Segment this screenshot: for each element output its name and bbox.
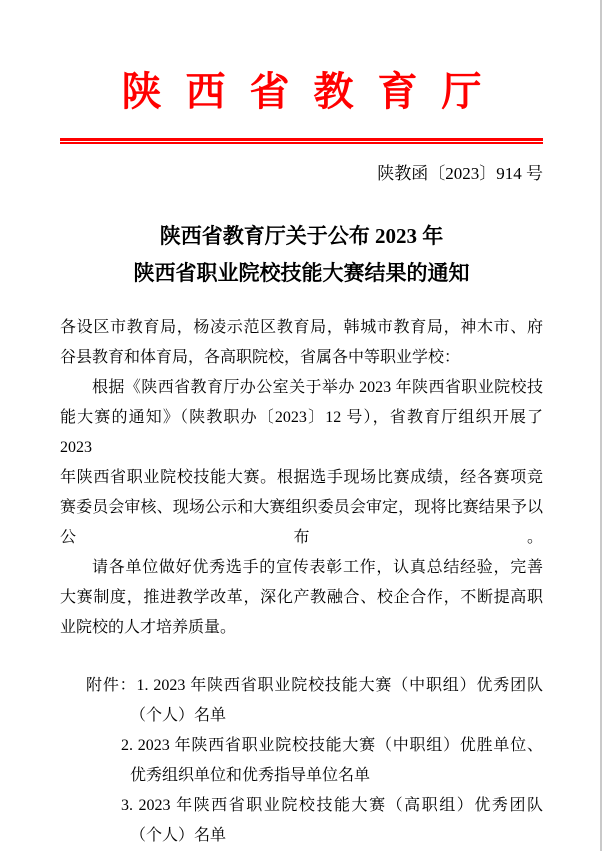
- body-line: 能大赛的通知》（陕教职办〔2023〕12 号），省教育厅组织开展了 2023: [60, 409, 543, 456]
- notice-title: [42, 218, 562, 292]
- attachment-line: 3. 2023 年陕西省职业院校技能大赛（高职组）优秀团队: [121, 797, 543, 814]
- attachment-line: （个人）名单: [130, 707, 227, 724]
- notice-body: [60, 313, 543, 643]
- body-line: 请各单位做好优秀选手的宣传表彰工作，认真总结经验，完善: [92, 559, 543, 576]
- body-line: 业院校的人才培养质量。: [60, 619, 237, 636]
- body-line: 赛委员会审核、现场公示和大赛组织委员会审定，现将比赛结果予以公布。: [60, 499, 543, 546]
- page-edge: [600, 0, 602, 851]
- attachment-line: 2. 2023 年陕西省职业院校技能大赛（中职组）优胜单位、: [121, 737, 543, 754]
- attachment-list: [60, 671, 543, 851]
- header-divider: [60, 138, 543, 144]
- body-line: 年陕西省职业院校技能大赛。根据选手现场比赛成绩，经各赛项竞: [60, 469, 543, 486]
- agency-name: 陕西省教育厅: [121, 69, 506, 114]
- doc-number: 陕教函〔2023〕914 号: [377, 164, 543, 183]
- body-line: 根据《陕西省教育厅办公室关于举办 2023 年陕西省职业院校技: [92, 379, 543, 396]
- attachment-line: 优秀组织单位和优秀指导单位名单: [130, 767, 371, 784]
- attachment-line: 附件：1. 2023 年陕西省职业院校技能大赛（中职组）优秀团队: [86, 677, 543, 694]
- attachment-line: （个人）名单: [130, 827, 227, 844]
- body-line: 各设区市教育局，杨凌示范区教育局，韩城市教育局，神木市、府: [60, 319, 543, 336]
- body-line: 大赛制度，推进教学改革，深化产教融合、校企合作，不断提高职: [60, 589, 543, 606]
- body-line: 谷县教育和体育局，各高职院校，省属各中等职业学校：: [60, 349, 461, 366]
- notice-title-line-1: 陕西省教育厅关于公布 2023 年: [159, 224, 444, 248]
- notice-title-line-2: 陕西省职业院校技能大赛结果的通知: [133, 261, 470, 285]
